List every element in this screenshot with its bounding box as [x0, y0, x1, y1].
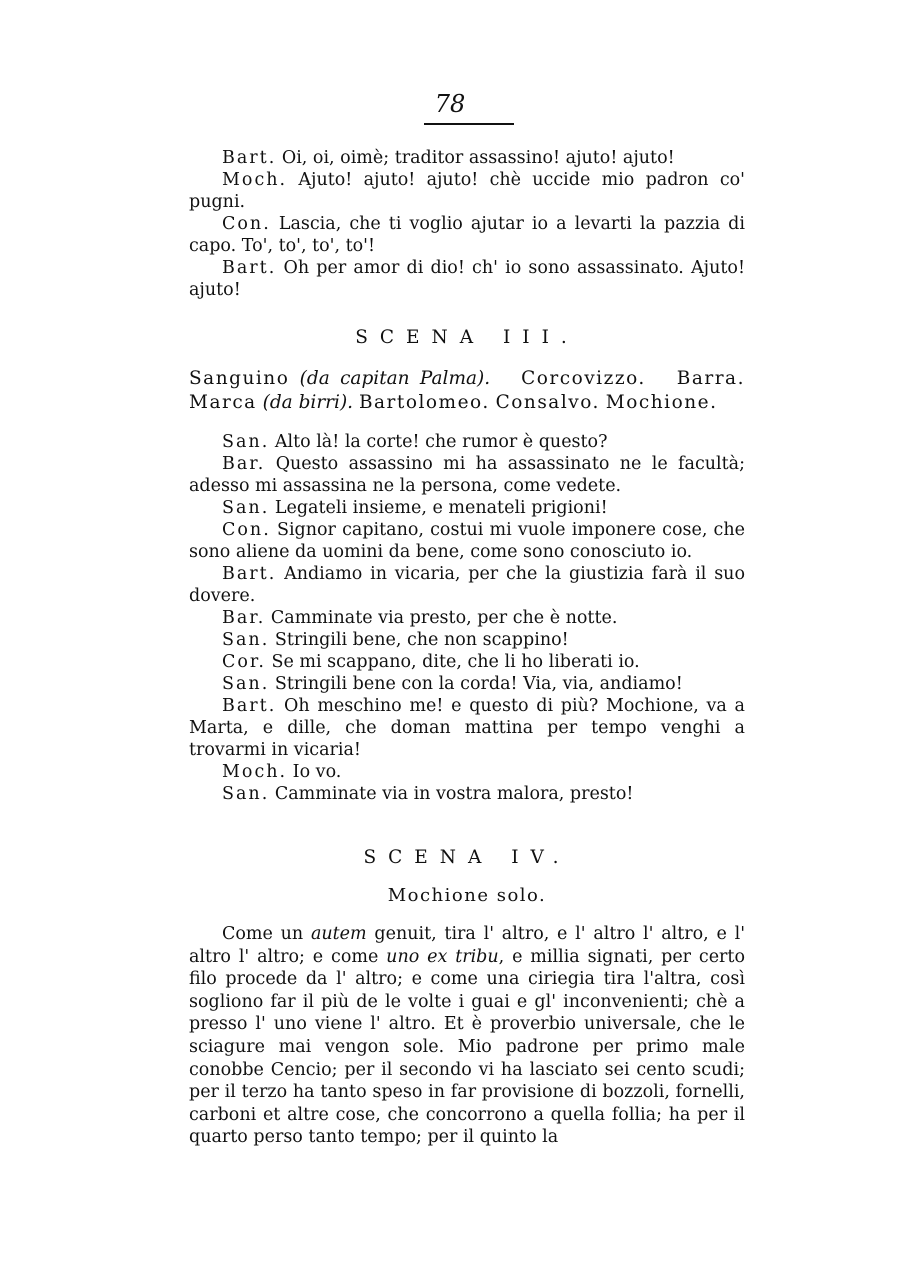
line-text: Oh per amor di dio! ch' io sono assassinato. Ajuto! ajuto! — [189, 258, 745, 300]
latin-phrase: uno ex tribu — [386, 946, 499, 967]
speaker: Cor. — [222, 652, 266, 672]
cast-name: Sanguino — [189, 368, 290, 389]
speaker: Bart. — [222, 258, 277, 278]
dialogue-top — [189, 147, 745, 301]
speaker: San. — [222, 674, 270, 694]
dialogue-line — [189, 147, 745, 169]
scene-heading: SCENA III. — [355, 327, 579, 348]
line-text: Legateli insieme, e menateli prigioni! — [274, 498, 608, 518]
cast-name: Marca — [189, 392, 257, 413]
dialogue-line — [189, 695, 745, 761]
speaker: San. — [222, 498, 270, 518]
dialogue-line — [189, 563, 745, 607]
latin-phrase: autem — [310, 924, 367, 944]
scene3-dialogue — [189, 431, 745, 805]
dialogue-line — [189, 497, 745, 519]
cast-note: (da capitan Palma). — [299, 368, 491, 389]
cast-name: Bartolomeo. — [358, 392, 490, 413]
speaker: Bar. — [222, 454, 266, 474]
line-text: Questo assassino mi ha assassinato ne le facultà; adesso mi assassina ne la persona, come vedete. — [189, 454, 745, 496]
dialogue-line — [189, 629, 745, 651]
dialogue-line — [189, 673, 745, 695]
line-text: Ajuto! ajuto! ajuto! chè uccide mio padron co' pugni. — [189, 170, 745, 212]
speaker: Con. — [222, 520, 271, 540]
line-text: Stringili bene con la corda! Via, via, andiamo! — [274, 674, 683, 694]
speaker: San. — [222, 432, 270, 452]
speaker: San. — [222, 784, 270, 804]
page-body — [189, 147, 745, 1149]
line-text: Oh meschino me! e questo di più? Mochione, va a Marta, e dille, che doman mattina per tempo venghi a trovarmi in vicaria! — [189, 696, 745, 760]
prose-text: Come un — [222, 924, 311, 944]
speaker: Bart. — [222, 148, 277, 168]
line-text: Se mi scappano, dite, che li ho liberati io. — [271, 652, 640, 672]
dialogue-line — [189, 519, 745, 563]
prose-text: genuit, tira l' altro, e l' altro l' altro, e l' altro l' altro; e come — [189, 924, 745, 967]
cast-name: Mochione. — [605, 392, 718, 413]
speaker: Bar. — [222, 608, 266, 628]
speaker: Bart. — [222, 564, 277, 584]
line-text: Lascia, che ti voglio ajutar io a levarti la pazzia di capo. To', to', to', to'! — [189, 214, 745, 256]
dialogue-line — [189, 761, 745, 783]
dialogue-line — [189, 607, 745, 629]
speaker: Bart. — [222, 696, 277, 716]
speaker: Moch. — [222, 762, 288, 782]
line-text: Andiamo in vicaria, per che la giustizia farà il suo dovere. — [189, 564, 745, 606]
prose-text: , e millia signati, per certo filo procede da l' altro; e come una ciriegia tira l'altra, così sogliono far il più de le volte i guai e gl' inconvenienti; chè a presso l' uno viene l' altro. Et è proverbio universale, che le sciagure mai vengon sole. Mio padrone per primo male conobbe Cencio; per il secondo vi ha lasciato sei cento scudi; per il terzo ha tanto speso in far provisione di bozzoli, fornelli, carboni et altre cose, che concorrono a quella follia; ha per il quarto perso tanto tempo; per il quinto la — [189, 946, 745, 1148]
cast-name: Barra. — [676, 368, 745, 389]
line-text: Signor capitano, costui mi vuole imponere cose, che sono aliene da uomini da bene, come sono conosciuto io. — [189, 520, 745, 562]
dialogue-line — [189, 783, 745, 805]
cast-name: Consalvo. — [495, 392, 600, 413]
monologue-paragraph — [189, 923, 745, 1149]
line-text: Stringili bene, che non scappino! — [274, 630, 569, 650]
speaker: Moch. — [222, 170, 288, 190]
speaker: Con. — [222, 214, 271, 234]
line-text: Alto là! la corte! che rumor è questo? — [274, 432, 608, 452]
header-rule — [424, 123, 514, 125]
dialogue-line — [189, 651, 745, 673]
line-text: Camminate via in vostra malora, presto! — [274, 784, 634, 804]
line-text: Io vo. — [292, 762, 342, 782]
line-text: Oi, oi, oimè; traditor assassino! ajuto! ajuto! — [281, 148, 675, 168]
cast-list — [189, 367, 745, 415]
dialogue-line — [189, 453, 745, 497]
cast-note: (da birri). — [262, 392, 354, 413]
page-number: 78 — [434, 90, 466, 118]
scene-heading: SCENA IV. — [363, 847, 571, 868]
dialogue-line — [189, 213, 745, 257]
cast-name: Corcovizzo. — [521, 368, 646, 389]
scene-subtitle: Mochione solo. — [387, 885, 547, 906]
line-text: Camminate via presto, per che è notte. — [270, 608, 618, 628]
dialogue-line — [189, 257, 745, 301]
dialogue-line — [189, 169, 745, 213]
dialogue-line — [189, 431, 745, 453]
speaker: San. — [222, 630, 270, 650]
